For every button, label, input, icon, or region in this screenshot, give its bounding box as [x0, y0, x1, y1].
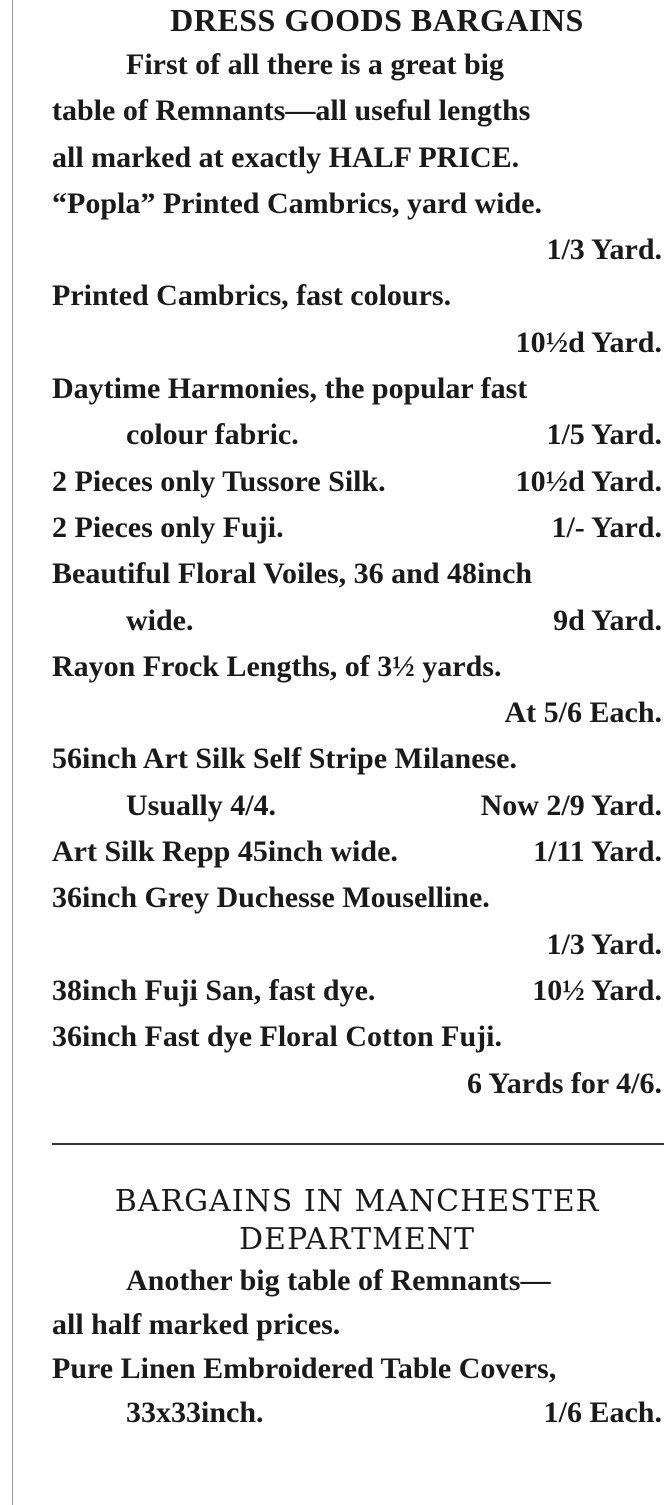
- item-text: 2 Pieces only Fuji.: [52, 510, 284, 544]
- item-price: 1/11 Yard.: [533, 835, 662, 869]
- column-rule: [12, 0, 13, 1505]
- text-line: Daytime Harmonies, the popular fast: [52, 372, 528, 406]
- item-text: wide.: [126, 603, 194, 637]
- item-price-line: [52, 459, 662, 505]
- section-heading-department: DEPARTMENT: [239, 1221, 475, 1257]
- text-line: table of Remnants—all useful lengths: [52, 94, 531, 128]
- section-heading-dress-goods: DRESS GOODS BARGAINS: [170, 2, 584, 38]
- item-price-line: [52, 783, 662, 829]
- text-line: all half marked prices.: [52, 1307, 341, 1341]
- price-line: 1/3 Yard.: [546, 927, 662, 961]
- item-text: 2 Pieces only Tussore Silk.: [52, 464, 386, 498]
- item-price: Now 2/9 Yard.: [480, 788, 662, 822]
- text-line: Another big table of Remnants—: [126, 1263, 551, 1297]
- price-line: 10½d Yard.: [515, 325, 662, 359]
- price-line: 1/3 Yard.: [546, 233, 662, 267]
- section-divider: [52, 1143, 664, 1145]
- text-line: “Popla” Printed Cambrics, yard wide.: [52, 186, 542, 220]
- advert-column: [52, 0, 662, 1435]
- item-price-line: [52, 829, 662, 875]
- text-line: 56inch Art Silk Self Stripe Milanese.: [52, 742, 517, 776]
- item-price-line: [52, 968, 662, 1014]
- item-price-line: [52, 505, 662, 551]
- text-line: First of all there is a great big: [126, 48, 504, 81]
- text-line: Pure Linen Embroidered Table Covers,: [52, 1351, 557, 1385]
- item-price: 10½ Yard.: [532, 973, 662, 1007]
- item-price: 9d Yard.: [553, 603, 662, 637]
- item-price: 1/5 Yard.: [546, 418, 662, 452]
- item-text: 33x33inch.: [126, 1395, 264, 1429]
- section-heading-manchester: BARGAINS IN MANCHESTER: [114, 1183, 600, 1219]
- text-line: Beautiful Floral Voiles, 36 and 48inch: [52, 557, 533, 591]
- manchester-section: [52, 1183, 662, 1435]
- text-line: Rayon Frock Lengths, of 3½ yards.: [52, 649, 502, 683]
- item-price: 1/6 Each.: [543, 1395, 662, 1429]
- text-line: 36inch Fast dye Floral Cotton Fuji.: [52, 1020, 502, 1054]
- item-text: Usually 4/4.: [126, 788, 277, 822]
- item-text: Art Silk Repp 45inch wide.: [52, 835, 398, 869]
- item-price: 1/- Yard.: [551, 510, 662, 544]
- price-line: 6 Yards for 4/6.: [467, 1066, 662, 1100]
- item-text: 38inch Fuji San, fast dye.: [52, 973, 376, 1007]
- item-price: 10½d Yard.: [515, 464, 662, 498]
- text-line: all marked at exactly HALF PRICE.: [52, 140, 520, 174]
- item-price-line: [52, 412, 662, 458]
- item-price-line: [52, 598, 662, 644]
- price-line: At 5/6 Each.: [504, 696, 662, 730]
- item-price-line: [52, 1391, 662, 1435]
- text-line: 36inch Grey Duchesse Mouselline.: [52, 881, 490, 915]
- item-text: colour fabric.: [126, 418, 299, 452]
- text-line: Printed Cambrics, fast colours.: [52, 279, 452, 313]
